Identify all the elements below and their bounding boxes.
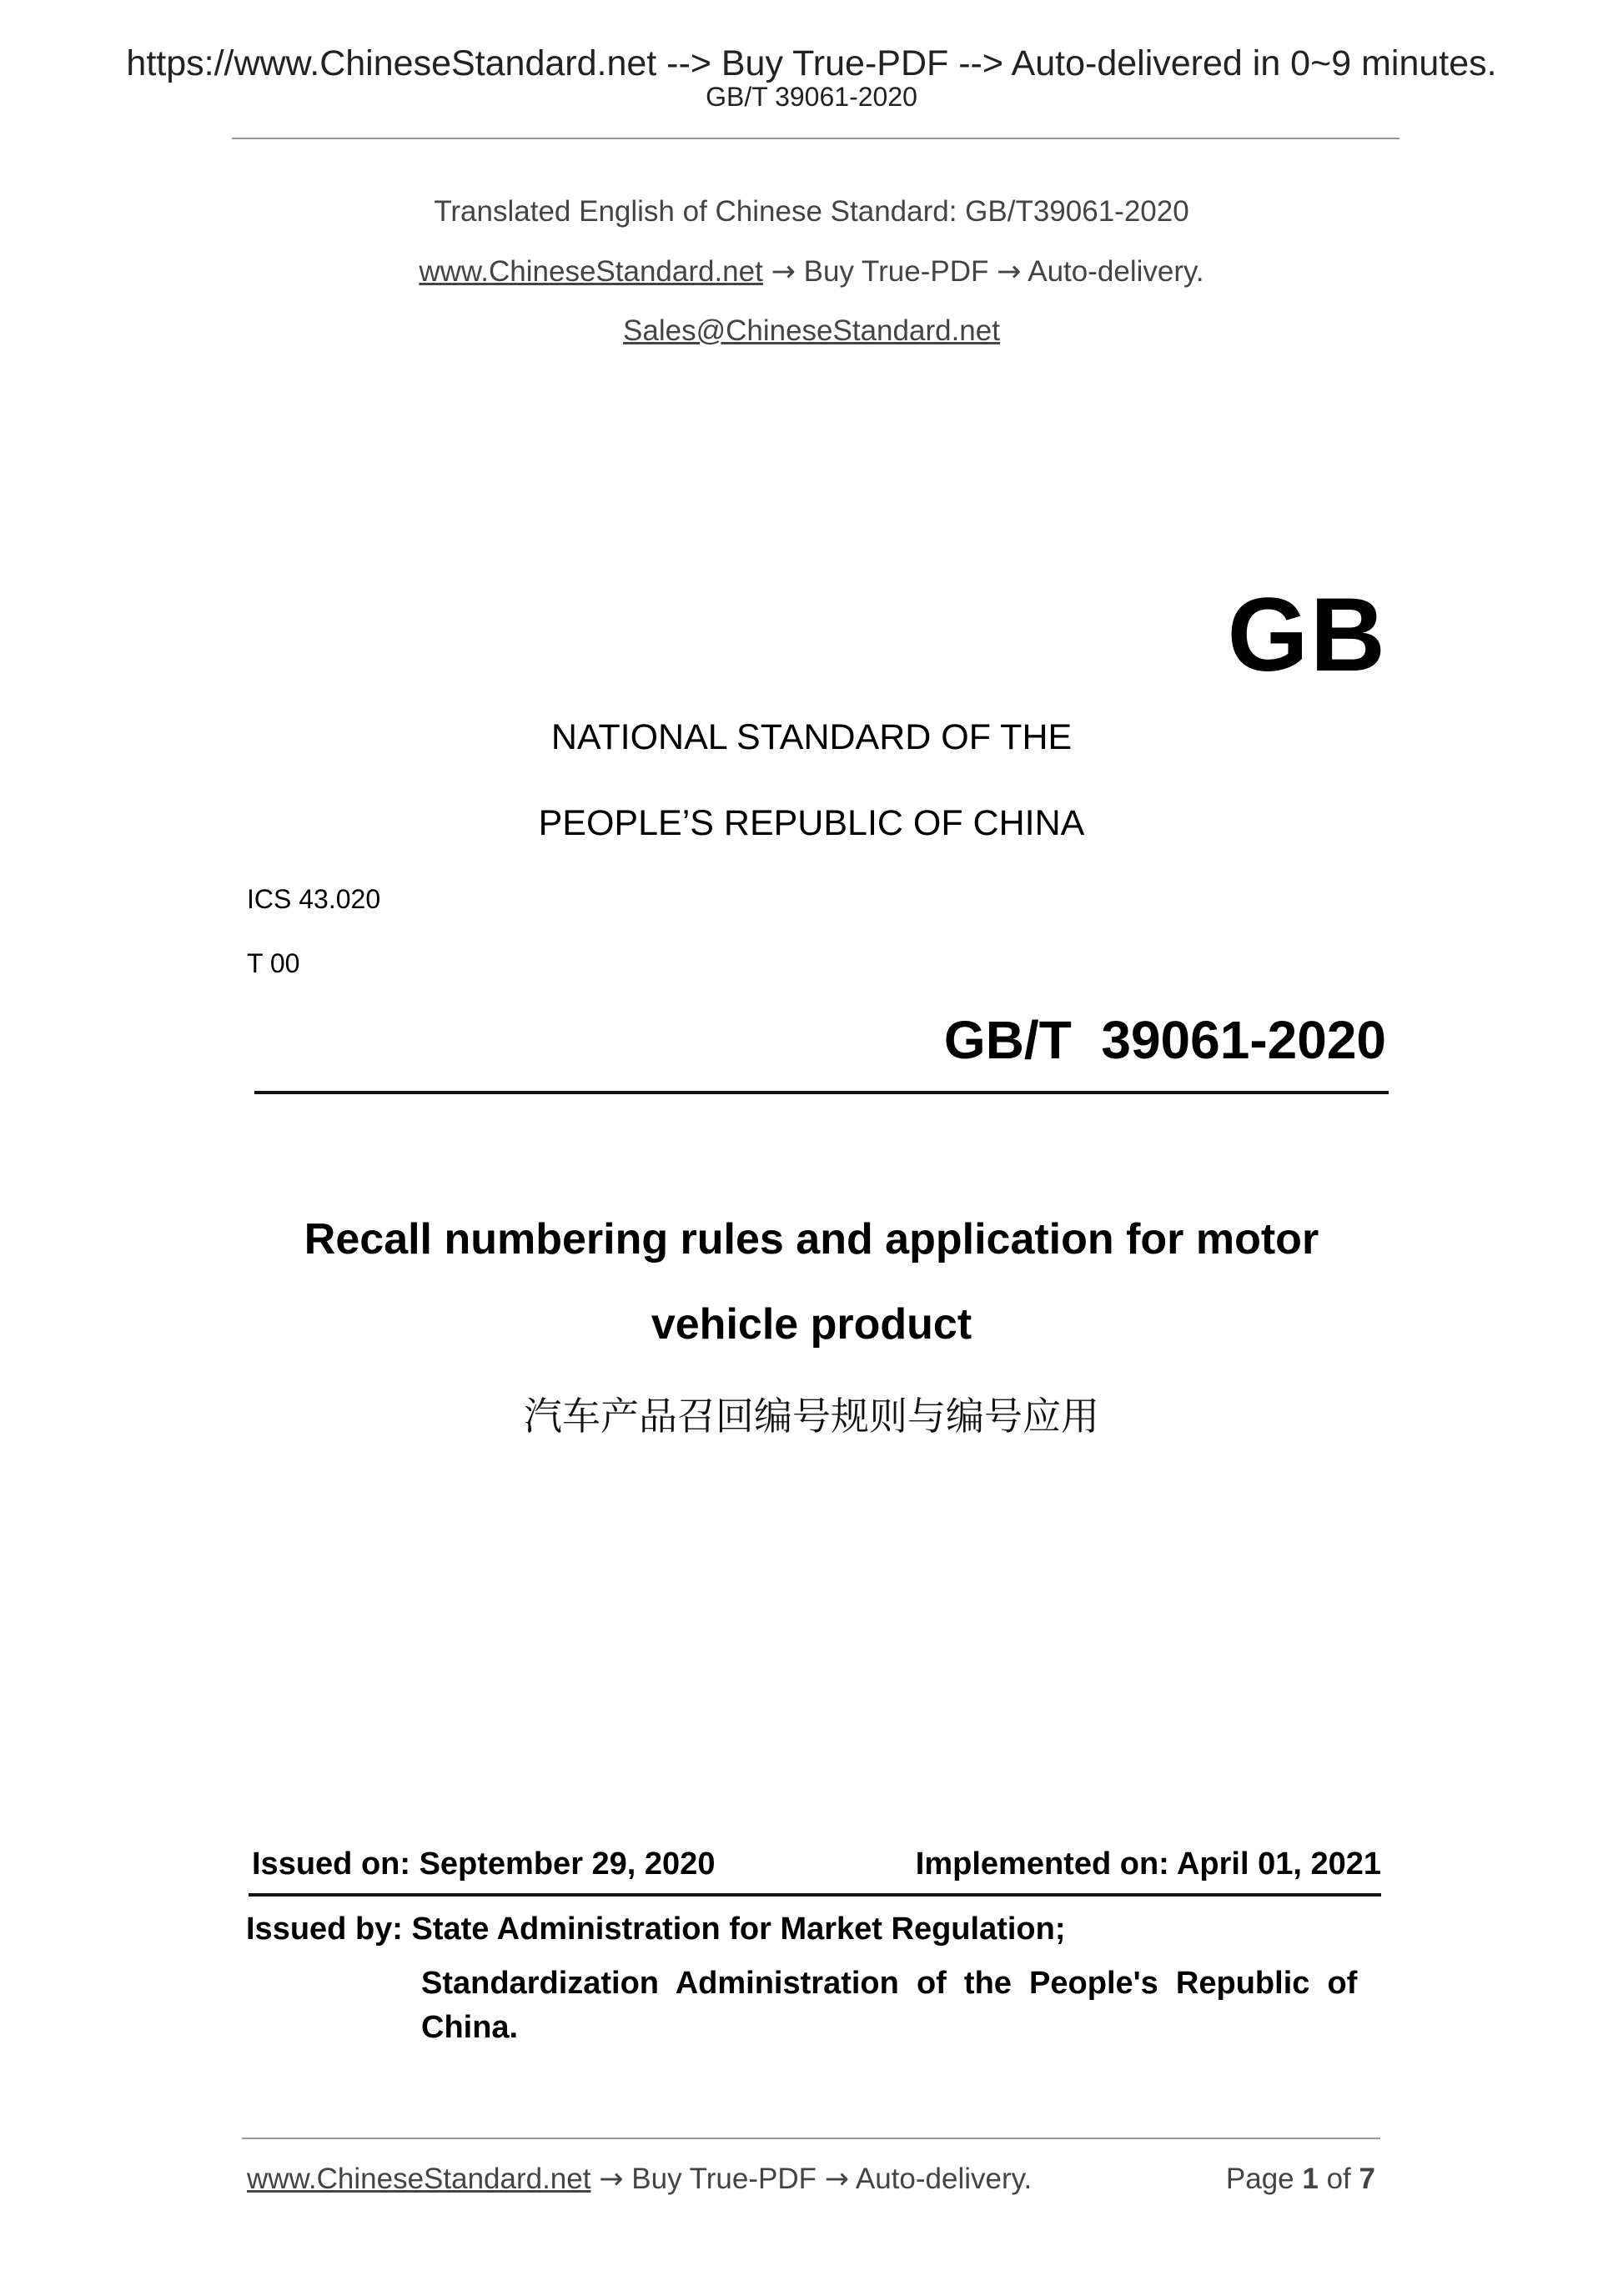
national-standard-line1: NATIONAL STANDARD OF THE (550, 717, 1073, 757)
arrow-right-icon: → (824, 2163, 850, 2196)
buy-true-pdf-text: Buy True-PDF (803, 255, 989, 288)
footer-buy-true-pdf-text: Buy True-PDF (631, 2163, 817, 2195)
footer-buy-line (247, 2163, 1032, 2196)
title-line2: vehicle product (651, 1300, 972, 1349)
standard-number: GB/T 39061-2020 (943, 1010, 1386, 1070)
gb-logo: GB (1227, 577, 1387, 693)
auto-delivery-text: Auto-delivery. (1028, 255, 1204, 288)
issued-by-line3: China. (421, 2010, 519, 2045)
footer-divider (242, 2138, 1380, 2139)
page-current: 1 (1302, 2163, 1319, 2195)
header-divider (232, 138, 1399, 139)
ics-code: ICS 43.020 (247, 884, 381, 914)
arrow-right-icon: → (599, 2163, 624, 2196)
category-code: T 00 (247, 948, 300, 978)
site-link[interactable]: www.ChineseStandard.net (419, 255, 763, 288)
top-banner-text: https://www.ChineseStandard.net --> Buy True-PDF --> Auto-delivered in 0~9 minutes. (126, 43, 1497, 83)
translated-line: Translated English of Chinese Standard: GB/T39061-2020 (434, 195, 1189, 228)
footer-auto-delivery-text: Auto-delivery. (855, 2163, 1033, 2195)
footer-site-link[interactable]: www.ChineseStandard.net (247, 2163, 591, 2195)
issued-by-line2: Standardization Administration of the People's Republic of (421, 1966, 1358, 2001)
arrow-right-icon: → (771, 255, 796, 289)
page-total: 7 (1359, 2163, 1375, 2195)
issue-divider (249, 1893, 1381, 1897)
page-of: of (1326, 2163, 1351, 2195)
title-chinese: 汽车产品召回编号规则与编号应用 (524, 1394, 1099, 1438)
issued-by: Issued by: State Administration for Market Regulation; (246, 1912, 1066, 1947)
intro-buy-line (0, 255, 1623, 289)
page-indicator (1226, 2163, 1375, 2196)
page-label: Page (1225, 2163, 1294, 2195)
arrow-right-icon: → (997, 255, 1022, 289)
standard-number-underline (254, 1091, 1389, 1094)
header-doc-code: GB/T 39061-2020 (706, 82, 917, 112)
title-line1: Recall numbering rules and application for motor (304, 1215, 1319, 1264)
implemented-on: Implemented on: April 01, 2021 (915, 1846, 1381, 1882)
sales-email-link[interactable]: Sales@ChineseStandard.net (623, 314, 1000, 347)
national-standard-line2: PEOPLE’S REPUBLIC OF CHINA (538, 803, 1085, 843)
issued-on: Issued on: September 29, 2020 (252, 1846, 716, 1882)
sales-email-line (0, 314, 1623, 348)
